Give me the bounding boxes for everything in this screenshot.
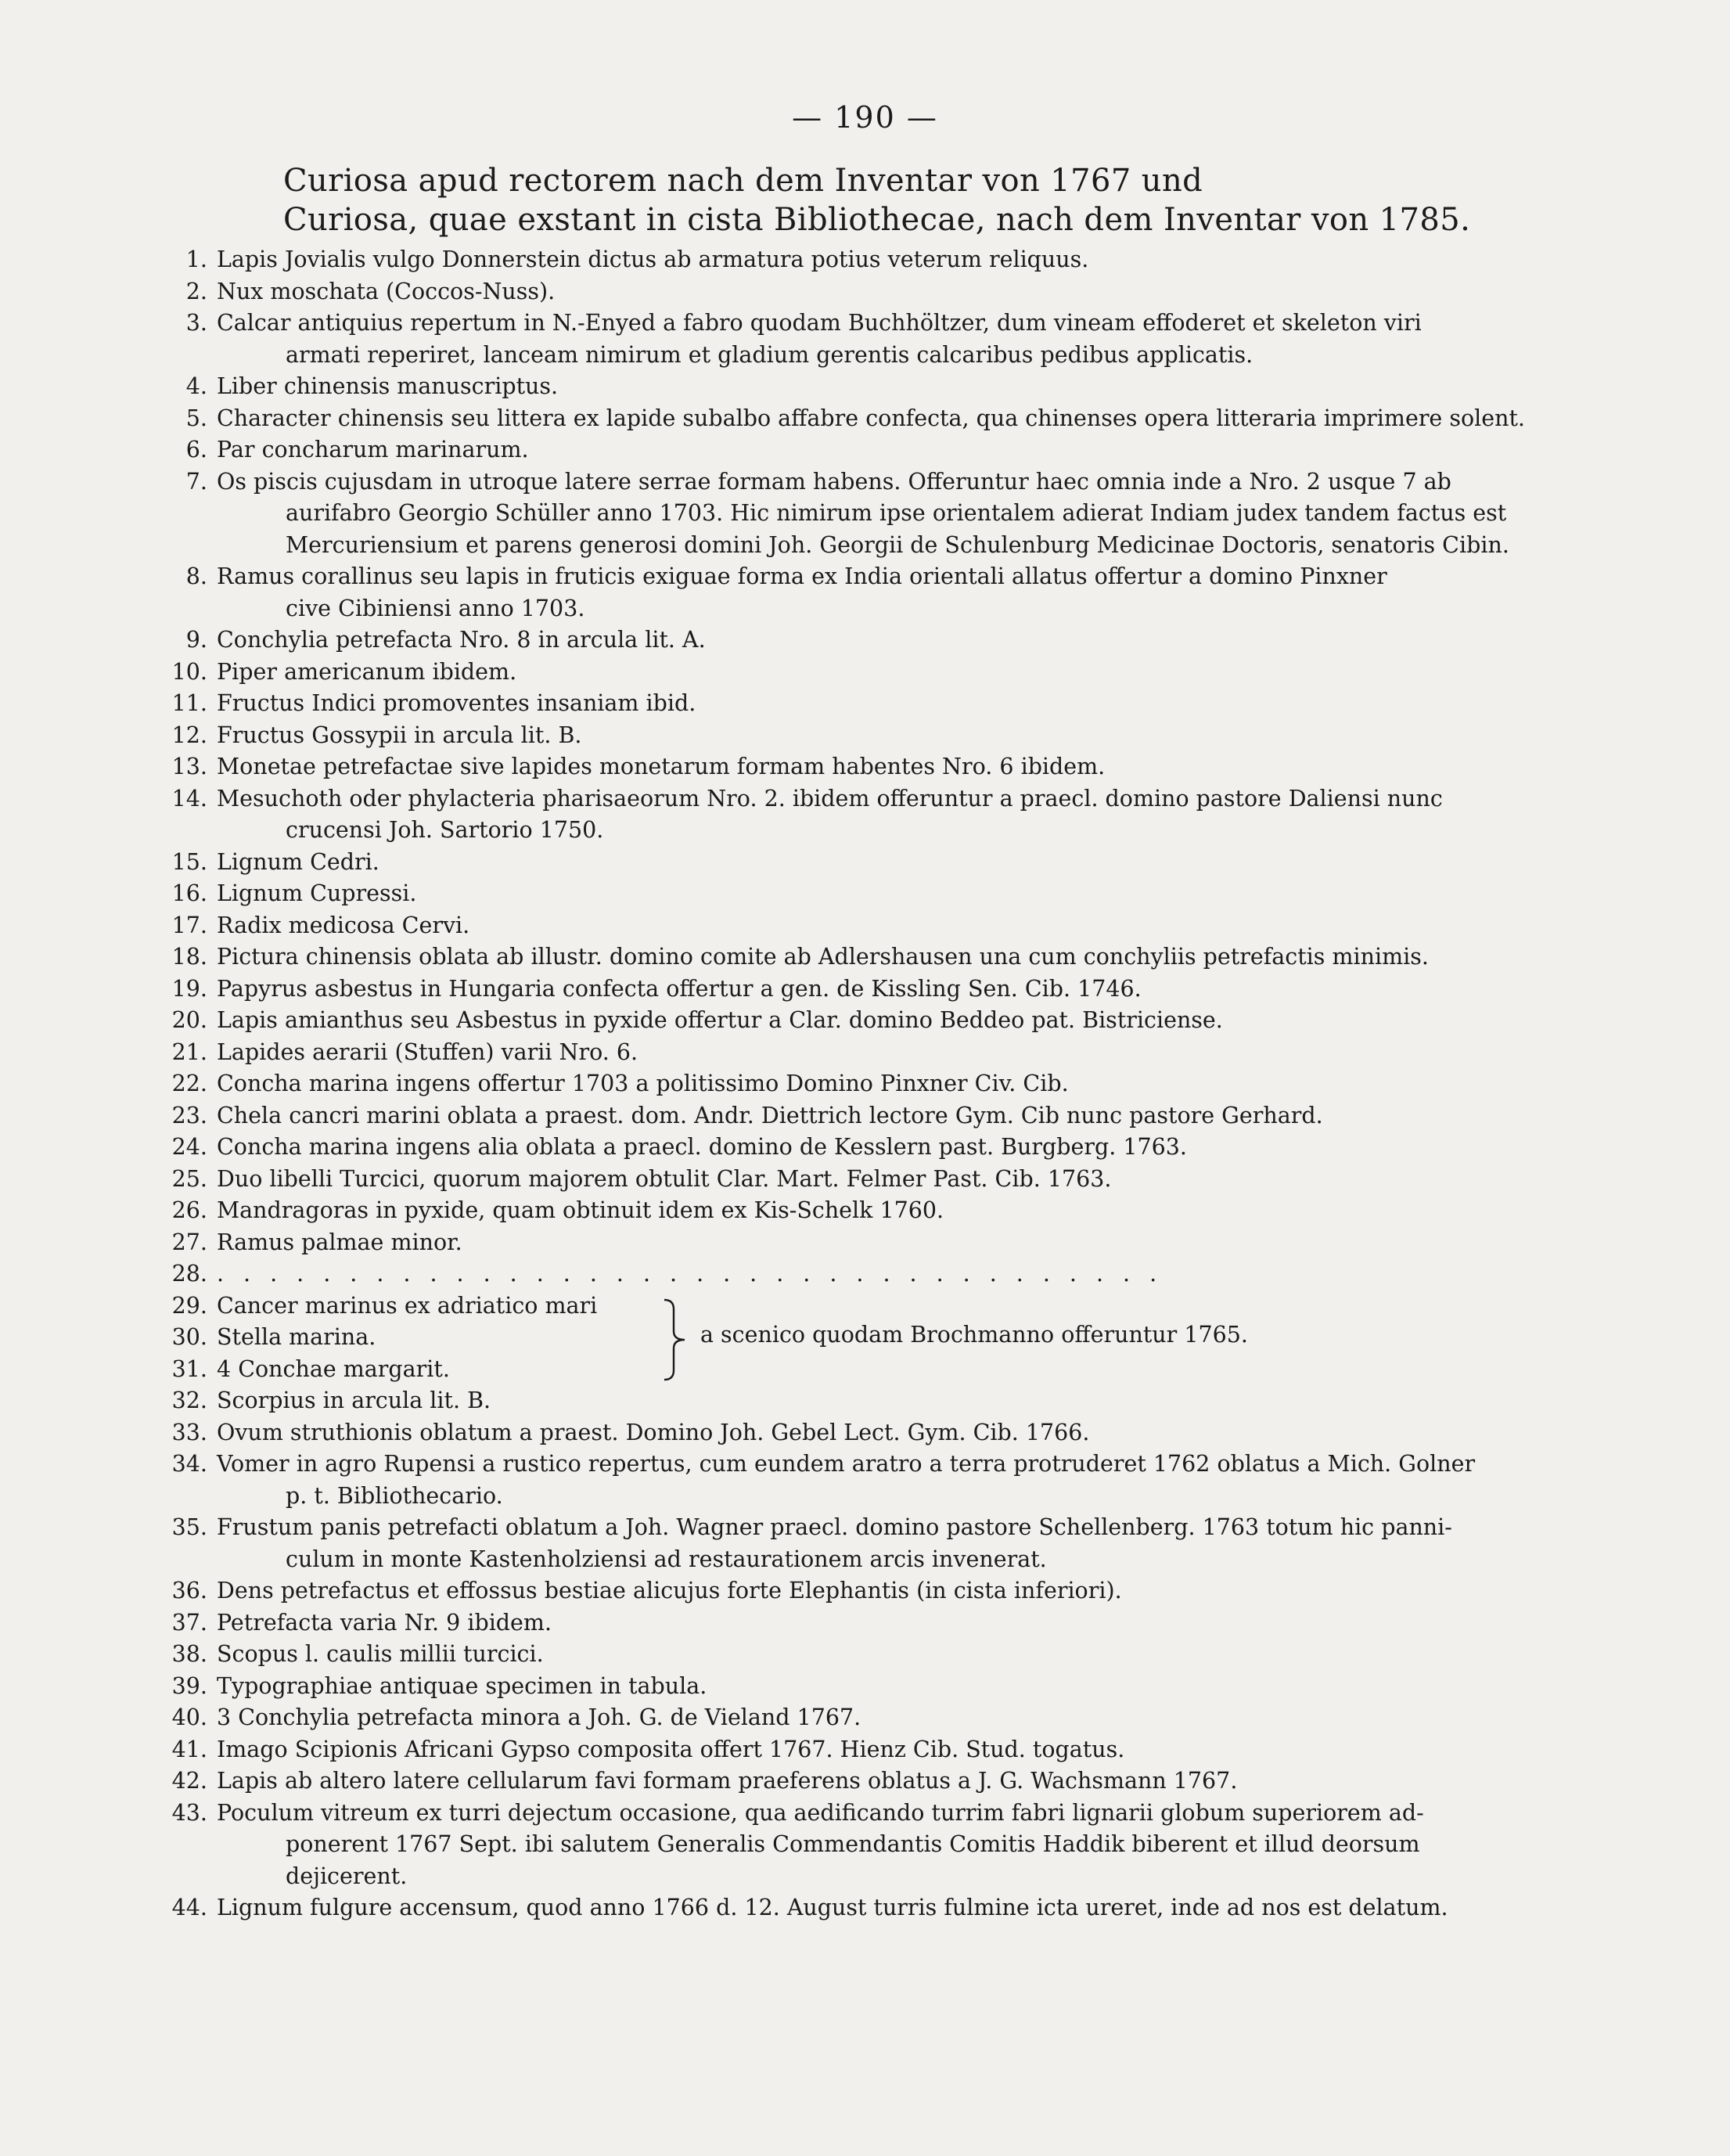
item-text-line: Chela cancri marini oblata a praest. dom. Andr. Diettrich lectore Gym. Cib nunc pastore Gerhard. <box>217 1102 1323 1128</box>
item-number: 24. <box>171 1134 207 1160</box>
item-text-line: Cancer marinus ex adriatico mari <box>217 1292 598 1319</box>
item-text-line: Lignum Cupressi. <box>217 880 417 906</box>
item-number: 5. <box>185 405 207 431</box>
item-number: 33. <box>171 1419 207 1445</box>
item-text-line: Character chinensis seu littera ex lapide subalbo affabre confecta, qua chinenses opera litteraria imprimere solent. <box>217 405 1525 431</box>
item-text-line: culum in monte Kastenholziensi ad restaurationem arcis invenerat. <box>286 1546 1047 1572</box>
item-text-line: Concha marina ingens alia oblata a praecl. domino de Kesslern past. Burgberg. 1763. <box>217 1134 1187 1160</box>
list-item <box>160 1385 1569 1417</box>
page-number: — 190 — <box>792 100 938 135</box>
item-text-line: dejicerent. <box>286 1863 408 1889</box>
item-number: 30. <box>171 1324 207 1350</box>
heading-line-2: Curiosa, quae exstant in cista Bibliothecae, nach dem Inventar von 1785. <box>283 202 1471 238</box>
list-item <box>160 1671 1569 1703</box>
item-text-line: Mercuriensium et parens generosi domini Joh. Georgii de Schulenburg Medicinae Doctoris, senatoris Cibin. <box>286 531 1509 558</box>
item-text-line: Duo libelli Turcici, quorum majorem obtulit Clar. Mart. Felmer Past. Cib. 1763. <box>217 1165 1112 1192</box>
item-text-line: Lignum Cedri. <box>217 848 379 875</box>
list-item <box>160 466 1569 562</box>
item-number: 3. <box>185 310 207 336</box>
group-donor-note: a scenico quodam Brochmanno offeruntur 1765. <box>700 1321 1248 1348</box>
item-number: 29. <box>171 1292 207 1319</box>
item-text-line: Nux moschata (Coccos-Nuss). <box>217 278 556 304</box>
item-text-line: Ovum struthionis oblatum a praest. Domino Joh. Gebel Lect. Gym. Cib. 1766. <box>217 1419 1090 1445</box>
item-number: 23. <box>171 1102 207 1128</box>
item-number: 17. <box>171 912 207 938</box>
item-number: 42. <box>171 1768 207 1794</box>
inventory-list <box>160 244 1569 1924</box>
item-text-line: Ramus corallinus seu lapis in fruticis exiguae forma ex India orientali allatus offertur a domino Pinxner <box>217 563 1387 589</box>
item-text-line: Petrefacta varia Nr. 9 ibidem. <box>217 1609 552 1636</box>
list-item <box>160 1132 1569 1164</box>
item-number: 25. <box>171 1165 207 1192</box>
list-item <box>160 1512 1569 1575</box>
item-text-line: Stella marina. <box>217 1324 376 1350</box>
list-item <box>160 1354 1569 1386</box>
item-number: 7. <box>185 468 207 495</box>
item-text-line: Papyrus asbestus in Hungaria confecta offertur a gen. de Kissling Sen. Cib. 1746. <box>217 975 1142 1002</box>
list-item <box>160 688 1569 720</box>
item-text-line: 3 Conchylia petrefacta minora a Joh. G. de Vieland 1767. <box>217 1704 861 1730</box>
item-text-line: Fructus Gossypii in arcula lit. B. <box>217 722 582 748</box>
item-text-line: armati reperiret, lanceam nimirum et gladium gerentis calcaribus pedibus applicatis. <box>286 341 1253 368</box>
item-text-line: Lignum fulgure accensum, quod anno 1766 d. 12. August turris fulmine icta ureret, inde ad nos est delatum. <box>217 1895 1448 1920</box>
list-item <box>160 1417 1569 1449</box>
item-text-line: Monetae petrefactae sive lapides monetarum formam habentes Nro. 6 ibidem. <box>217 754 1106 779</box>
item-number: 2. <box>185 278 207 304</box>
list-item <box>160 1068 1569 1100</box>
item-text-line: crucensi Joh. Sartorio 1750. <box>286 817 604 843</box>
item-number: 38. <box>171 1641 207 1667</box>
item-text-line: Par concharum marinarum. <box>217 437 529 463</box>
item-number: 21. <box>171 1038 207 1065</box>
list-item <box>160 910 1569 942</box>
list-item <box>160 1037 1569 1069</box>
item-number: 10. <box>171 658 207 685</box>
list-item <box>160 1765 1569 1798</box>
list-item <box>160 783 1569 847</box>
item-text-line: Pictura chinensis oblata ab illustr. domino comite ab Adlershausen una cum conchyliis petrefactis minimis. <box>217 944 1429 970</box>
item-text-line: Fructus Indici promoventes insaniam ibid. <box>217 690 696 716</box>
item-text-line: aurifabro Georgio Schüller anno 1703. Hic nimirum ipse orientalem adierat Indiam judex tandem factus est <box>286 500 1507 526</box>
item-number: 15. <box>171 848 207 875</box>
bracketed-group <box>160 1290 1569 1386</box>
item-number: 26. <box>171 1197 207 1223</box>
list-item <box>160 1227 1569 1259</box>
list-item <box>160 974 1569 1006</box>
item-text-line: Mandragoras in pyxide, quam obtinuit idem ex Kis-Schelk 1760. <box>217 1197 944 1223</box>
list-item <box>160 1449 1569 1512</box>
item-number: 28. <box>171 1261 207 1287</box>
list-item <box>160 1575 1569 1607</box>
item-text-line: Lapis amianthus seu Asbestus in pyxide offertur a Clar. domino Beddeo pat. Bistriciense. <box>217 1007 1223 1033</box>
list-item <box>160 847 1569 879</box>
list-item <box>160 624 1569 657</box>
list-item <box>160 1892 1569 1924</box>
list-item <box>160 434 1569 466</box>
item-text-line: Typographiae antiquae specimen in tabula. <box>217 1672 707 1699</box>
item-number: 8. <box>185 563 207 589</box>
item-number: 1. <box>185 247 207 272</box>
list-item <box>160 1639 1569 1671</box>
item-text-line: Piper americanum ibidem. <box>217 658 517 685</box>
list-item <box>160 1702 1569 1734</box>
item-number: 40. <box>171 1704 207 1730</box>
list-item <box>160 371 1569 403</box>
list-item <box>160 1164 1569 1196</box>
list-item <box>160 941 1569 974</box>
item-number: 4. <box>185 373 207 399</box>
item-text-line: p. t. Bibliothecario. <box>286 1482 503 1509</box>
item-number: 14. <box>171 785 207 812</box>
item-text-line: Dens petrefactus et effossus bestiae alicujus forte Elephantis (in cista inferiori). <box>217 1578 1122 1604</box>
list-item <box>160 751 1569 783</box>
item-number: 19. <box>171 975 207 1002</box>
item-number: 41. <box>171 1736 207 1762</box>
item-number: 27. <box>171 1229 207 1255</box>
item-text-line: Mesuchoth oder phylacteria pharisaeorum Nro. 2. ibidem offeruntur a praecl. domino pastore Daliensi nunc <box>217 785 1443 812</box>
list-item <box>160 561 1569 624</box>
item-text-line: Conchylia petrefacta Nro. 8 in arcula lit. A. <box>217 627 706 653</box>
list-item <box>160 720 1569 752</box>
item-number: 9. <box>185 627 207 653</box>
list-item <box>160 1100 1569 1132</box>
list-item <box>160 403 1569 435</box>
item-text-line: Os piscis cujusdam in utroque latere serrae formam habens. Offeruntur haec omnia inde a Nro. 2 usque 7 ab <box>217 468 1451 495</box>
item-number: 11. <box>171 690 207 716</box>
item-text-line: Ramus palmae minor. <box>217 1229 462 1255</box>
list-item <box>160 1258 1569 1290</box>
item-text-line: Lapis Jovialis vulgo Donnerstein dictus ab armatura potius veterum reliquus. <box>217 247 1089 272</box>
list-item <box>160 244 1569 276</box>
list-item <box>160 276 1569 308</box>
item-number: 32. <box>171 1388 207 1413</box>
item-number: 22. <box>171 1071 207 1096</box>
item-text-line: Vomer in agro Rupensi a rustico repertus, cum eundem aratro a terra protruderet 1762 oblatus a Mich. Golner <box>217 1451 1476 1477</box>
item-number: 13. <box>171 754 207 779</box>
list-item <box>160 1195 1569 1227</box>
item-text-line: ponerent 1767 Sept. ibi salutem Generalis Commendantis Comitis Haddik biberent et illud deorsum <box>286 1831 1420 1857</box>
item-text-line: Frustum panis petrefacti oblatum a Joh. Wagner praecl. domino pastore Schellenberg. 1763 totum hic panni- <box>217 1514 1452 1540</box>
item-number: 31. <box>171 1355 207 1382</box>
curly-brace-icon <box>661 1297 689 1383</box>
list-item <box>160 1005 1569 1037</box>
list-item <box>160 657 1569 689</box>
list-item <box>160 878 1569 910</box>
item-text-line: Scorpius in arcula lit. B. <box>217 1388 491 1413</box>
item-number: 36. <box>171 1578 207 1604</box>
list-item <box>160 1607 1569 1639</box>
item-number: 35. <box>171 1514 207 1540</box>
heading-line-1: Curiosa apud rectorem nach dem Inventar von 1767 und <box>283 163 1203 199</box>
item-number: 16. <box>171 880 207 906</box>
list-item <box>160 1798 1569 1893</box>
item-text-line: Imago Scipionis Africani Gypso composita offert 1767. Hienz Cib. Stud. togatus. <box>217 1736 1125 1762</box>
item-number: 37. <box>171 1609 207 1636</box>
item-number: 18. <box>171 944 207 970</box>
item-number: 39. <box>171 1672 207 1699</box>
list-item <box>160 308 1569 371</box>
list-item <box>160 1290 1569 1323</box>
item-number: 6. <box>185 437 207 463</box>
item-number: 44. <box>171 1895 207 1920</box>
item-text-line: Radix medicosa Cervi. <box>217 912 470 938</box>
item-text-line: Lapis ab altero latere cellularum favi formam praeferens oblatus a J. G. Wachsmann 1767. <box>217 1768 1238 1794</box>
item-number: 43. <box>171 1799 207 1826</box>
item-text-line: Scopus l. caulis millii turcici. <box>217 1641 544 1667</box>
item-text-line: Calcar antiquius repertum in N.-Enyed a fabro quodam Buchhöltzer, dum vineam effoderet et skeleton viri <box>217 310 1422 336</box>
item-number: 12. <box>171 722 207 748</box>
item-text-line: Concha marina ingens offertur 1703 a politissimo Domino Pinxner Civ. Cib. <box>217 1071 1069 1096</box>
item-text-line: Poculum vitreum ex turri dejectum occasione, qua aedificando turrim fabri lignarii globum superiorem ad- <box>217 1799 1424 1826</box>
item-text-line: 4 Conchae margarit. <box>217 1355 450 1382</box>
item-text-line: Lapides aerarii (Stuffen) varii Nro. 6. <box>217 1038 638 1065</box>
dotted-leader: .................................... <box>217 1261 1177 1287</box>
item-number: 20. <box>171 1007 207 1033</box>
item-text-line: cive Cibiniensi anno 1703. <box>286 595 585 621</box>
item-text-line: Liber chinensis manuscriptus. <box>217 373 559 399</box>
item-number: 34. <box>171 1451 207 1477</box>
list-item <box>160 1734 1569 1766</box>
